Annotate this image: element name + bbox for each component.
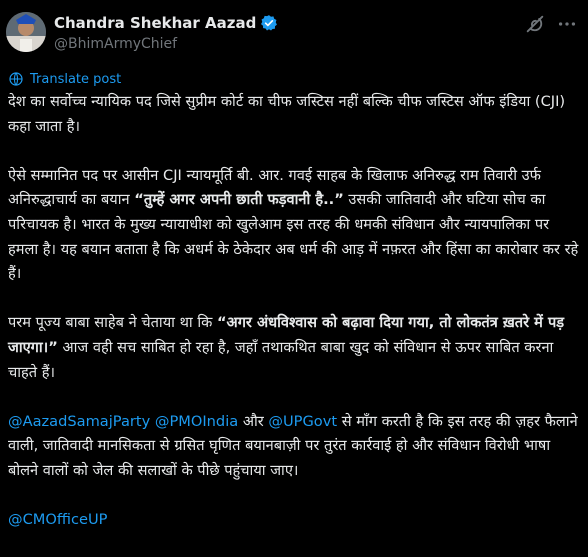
- mention-link[interactable]: @PMOIndia: [154, 412, 239, 430]
- author-name-row: [54, 14, 278, 32]
- post-text-span: ऐसे सम्मानित पद पर आसीन CJI न्यायमूर्ति बी. आर. गवई साहब के खिलाफ अनिरुद्ध राम तिवारी उर्फ अनिरुद्धाचार्य का बयान: [8, 166, 541, 209]
- author-handle[interactable]: @BhimArmyChief: [54, 36, 178, 52]
- post-paragraph-2: [8, 164, 582, 287]
- verified-badge-icon: [260, 14, 278, 32]
- post-text-span: देश का सर्वोच्च न्यायिक पद जिसे सुप्रीम कोर्ट का चीफ जस्टिस नहीं बल्कि चीफ जस्टिस ऑफ इंडिया (CJI) कहा जाता है।: [8, 93, 566, 135]
- post-text-span: आज वही सच साबित हो रहा है, जहाँ तथाकथित बाबा खुद को संविधान से ऊपर साबित करना चाहते हैं।: [8, 338, 554, 381]
- more-dots-icon[interactable]: [556, 13, 578, 35]
- post-paragraph-5: [8, 508, 582, 533]
- ambedkar-quote: “अगर अंधविश्वास को बढ़ावा दिया गया, तो लोकतंत्र ख़तरे में पड़ जाएगा।”: [8, 314, 565, 356]
- post-text-span: परम पूज्य बाबा साहेब ने चेताया था कि: [8, 314, 217, 332]
- author-display-name[interactable]: Chandra Shekhar Aazad: [54, 14, 257, 32]
- mention-link[interactable]: @AazadSamajParty: [8, 412, 151, 430]
- translate-post-label[interactable]: Translate post: [30, 71, 122, 87]
- post-text-span: से माँग करती है कि इस तरह की ज़हर फैलाने वाली, जातिवादी मानसिकता से ग्रसित घृणित बयानबाज़ी पर तुरंत कार्रवाई हो और संविधान विरोधी भाषा बोलने वालों को जेल की सलाखों के पीछे पहुंचाया जाए।: [8, 412, 578, 479]
- mention-link[interactable]: @UPGovt: [268, 412, 338, 430]
- post-paragraph-1: [8, 90, 582, 139]
- translate-globe-icon: [8, 71, 24, 87]
- translate-post-link[interactable]: [8, 71, 121, 87]
- post-header: [0, 0, 588, 64]
- grok-icon[interactable]: [524, 13, 546, 35]
- post-text-span: और: [238, 412, 269, 430]
- post-paragraph-3: [8, 311, 582, 385]
- post-text: [8, 90, 582, 557]
- quoted-statement: “तुम्हें अगर अपनी छाती फड़वानी है..”: [134, 191, 344, 209]
- mention-link[interactable]: @CMOfficeUP: [8, 511, 108, 529]
- post-paragraph-4: [8, 410, 582, 484]
- avatar[interactable]: [6, 12, 46, 52]
- avatar-image: [6, 12, 46, 52]
- post-text-span: उसकी जातिवादी और घटिया सोच का परिचायक है। भारत के मुख्य न्यायाधीश को खुलेआम इस तरह की धमकी संविधान और न्यायपालिका पर हमला है। यह बयान बताता है कि अधर्म के ठेकेदार अब धर्म की आड़ में नफ़रत और हिंसा का कारोबार कर रहे हैं।: [8, 191, 579, 283]
